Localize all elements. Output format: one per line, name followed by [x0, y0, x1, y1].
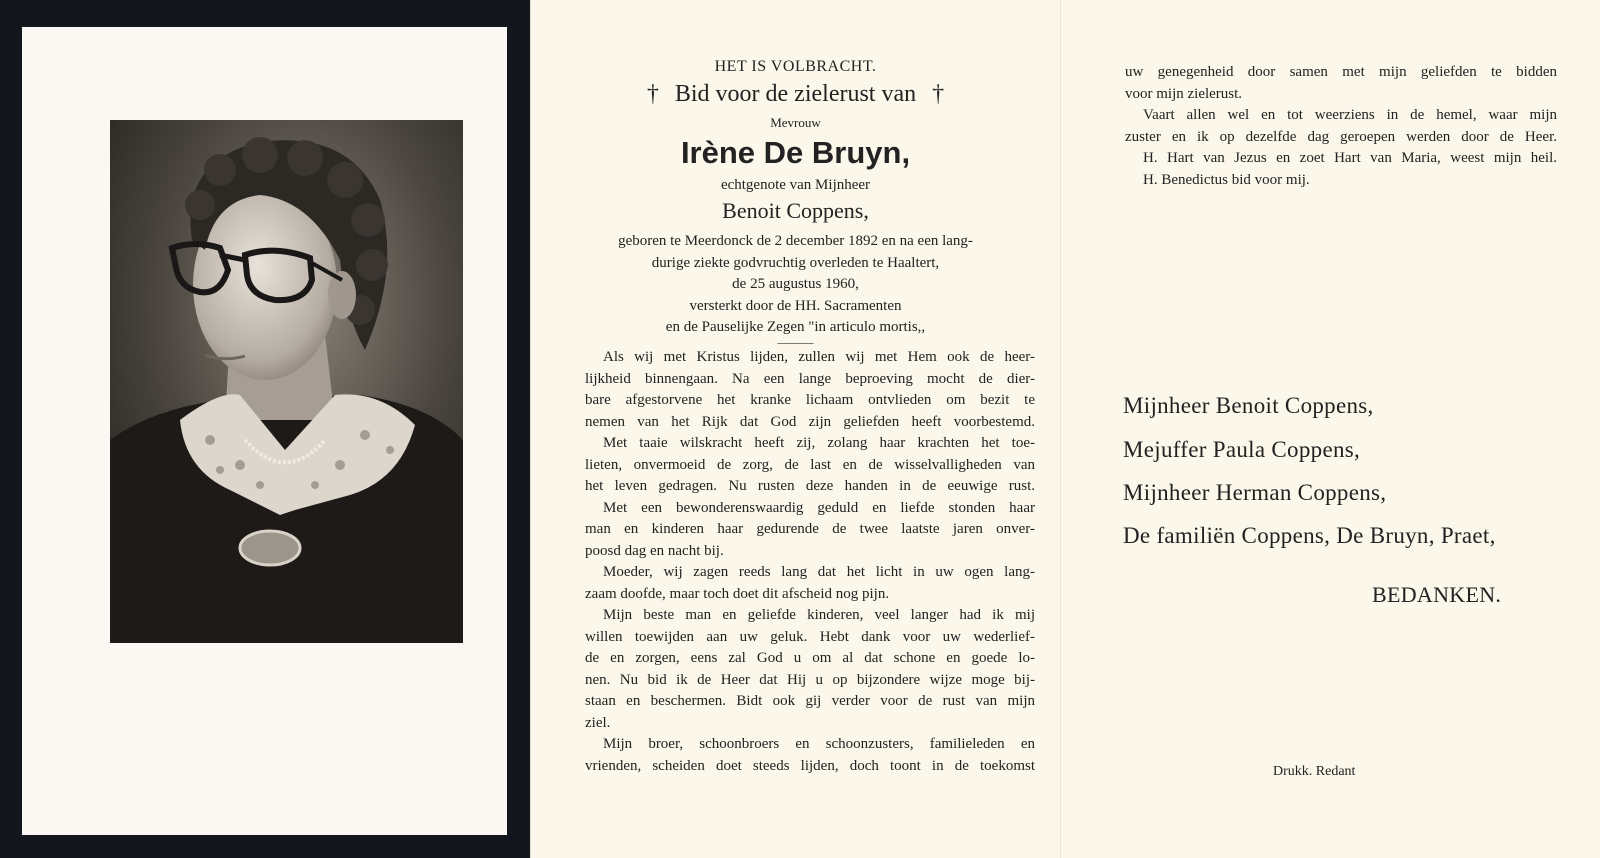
bio-block	[531, 231, 1060, 339]
text-line: Moeder, wij zagen reeds lang dat het licht in uw ogen lang-	[603, 564, 1035, 580]
text-line: man en kinderen haar gedurende de twee laatste jaren onver-	[585, 521, 1035, 537]
portrait-panel	[0, 0, 530, 858]
bio-line: en de Pauselijke Zegen "in articulo mortis,,	[665, 319, 926, 335]
deceased-name: Irène De Bruyn,	[680, 135, 911, 170]
portrait-image	[110, 120, 463, 643]
text-line: zuster en ik op dezelfde dag geroepen werden door de Heer.	[1125, 128, 1557, 145]
heading: HET IS VOLBRACHT.	[714, 58, 877, 75]
text-line: het leven gedragen. Nu rusten deze handen in de eeuwige rust.	[585, 478, 1035, 494]
family-member: Mijnheer Benoit Coppens,	[1123, 393, 1374, 418]
text-line: Met taaie wilskracht heeft zij, zolang haar krachten het toe-	[603, 435, 1035, 451]
cross-left-icon: †	[646, 81, 659, 107]
spouse-intro: echtgenote van Mijnheer	[720, 177, 871, 193]
text-line: nen. Nu bid ik de Heer dat Hij u op bijzondere wijze moge bij-	[585, 671, 1035, 688]
text-line: lieten, onvermoeid de zorg, de last en de wisselvalligheden van	[585, 456, 1035, 473]
text-line: H. Hart van Jezus en zoet Hart van Maria, weest mijn heil.	[1143, 150, 1557, 166]
paragraph	[585, 498, 1035, 563]
thanks-panel	[1060, 0, 1600, 858]
portrait-photo	[110, 120, 463, 643]
text-line: ziel.	[585, 714, 611, 731]
thanks-text: BEDANKEN.	[1372, 582, 1502, 607]
text-line: lijkheid binnengaan. Na een lange beproeving mocht de dier-	[585, 370, 1035, 387]
text-line: H. Benedictus bid voor mij.	[1143, 171, 1310, 188]
text-line: bare afgestorvene het kranke lichaam ontvlieden om bezit te	[585, 392, 1035, 408]
divider: ———	[777, 335, 814, 349]
continuation-text	[1125, 62, 1557, 191]
family-member: Mijnheer Herman Coppens,	[1123, 480, 1387, 505]
cross-right-icon: †	[932, 81, 945, 107]
text-line: Met een bewonderenswaardig geduld en liefde stonden haar	[603, 499, 1035, 516]
paragraph	[585, 562, 1035, 605]
obituary-text-panel	[530, 0, 1060, 858]
bio-line: de 25 augustus 1960,	[732, 276, 859, 292]
text-line: willen toewijden aan uw geluk. Hebt dank voor uw wederlief-	[585, 628, 1035, 645]
text-line: uw genegenheid door samen met mijn geliefden te bidden	[1125, 64, 1557, 80]
text-line: poosd dag en nacht bij.	[585, 542, 724, 559]
text-line: Als wij met Kristus lijden, zullen wij met Hem ook de heer-	[603, 349, 1035, 365]
text-line: de en zorgen, eens zal God u om al dat schone en goede lo-	[585, 650, 1035, 666]
text-line: zaam doofde, maar toch doet dit afscheid nog pijn.	[585, 585, 890, 602]
text-line: nemen van het Rijk dat God zijn geliefden heeft voorbestemd.	[585, 413, 1035, 430]
text-line: Mijn broer, schoonbroers en schoonzusters, familieleden en	[603, 736, 1035, 752]
bio-line: versterkt door de HH. Sacramenten	[689, 297, 902, 314]
text-line: Mijn beste man en geliefde kinderen, veel langer had ik mij	[603, 607, 1035, 623]
printer-credit: Drukk. Redant	[1273, 764, 1356, 779]
text-line: vrienden, scheiden doet steeds lijden, doch toont in de toekomst	[585, 757, 1035, 774]
text-line: staan en beschermen. Bidt ook gij verder voor de rust van mijn	[585, 693, 1035, 709]
family-member: De familiën Coppens, De Bruyn, Praet,	[1123, 523, 1496, 548]
paragraph	[585, 734, 1035, 777]
text-line: Vaart allen wel en tot weerziens in de hemel, waar mijn	[1143, 107, 1557, 123]
title-prefix: Mevrouw	[770, 115, 821, 130]
paragraph	[585, 347, 1035, 433]
prayer-line	[531, 81, 1060, 108]
text-line: voor mijn zielerust.	[1125, 85, 1243, 102]
paragraph	[585, 605, 1035, 734]
prayer-text: Bid voor de zielerust van	[674, 81, 917, 107]
body-text	[585, 347, 1035, 777]
family-member: Mejuffer Paula Coppens,	[1123, 437, 1361, 462]
spouse-name: Benoit Coppens,	[722, 198, 869, 223]
bio-line: geboren te Meerdonck de 2 december 1892 en na een lang-	[618, 233, 973, 249]
bio-line: durige ziekte godvruchtig overleden te Haaltert,	[651, 254, 940, 271]
portrait-card	[22, 27, 507, 835]
paragraph	[585, 433, 1035, 498]
